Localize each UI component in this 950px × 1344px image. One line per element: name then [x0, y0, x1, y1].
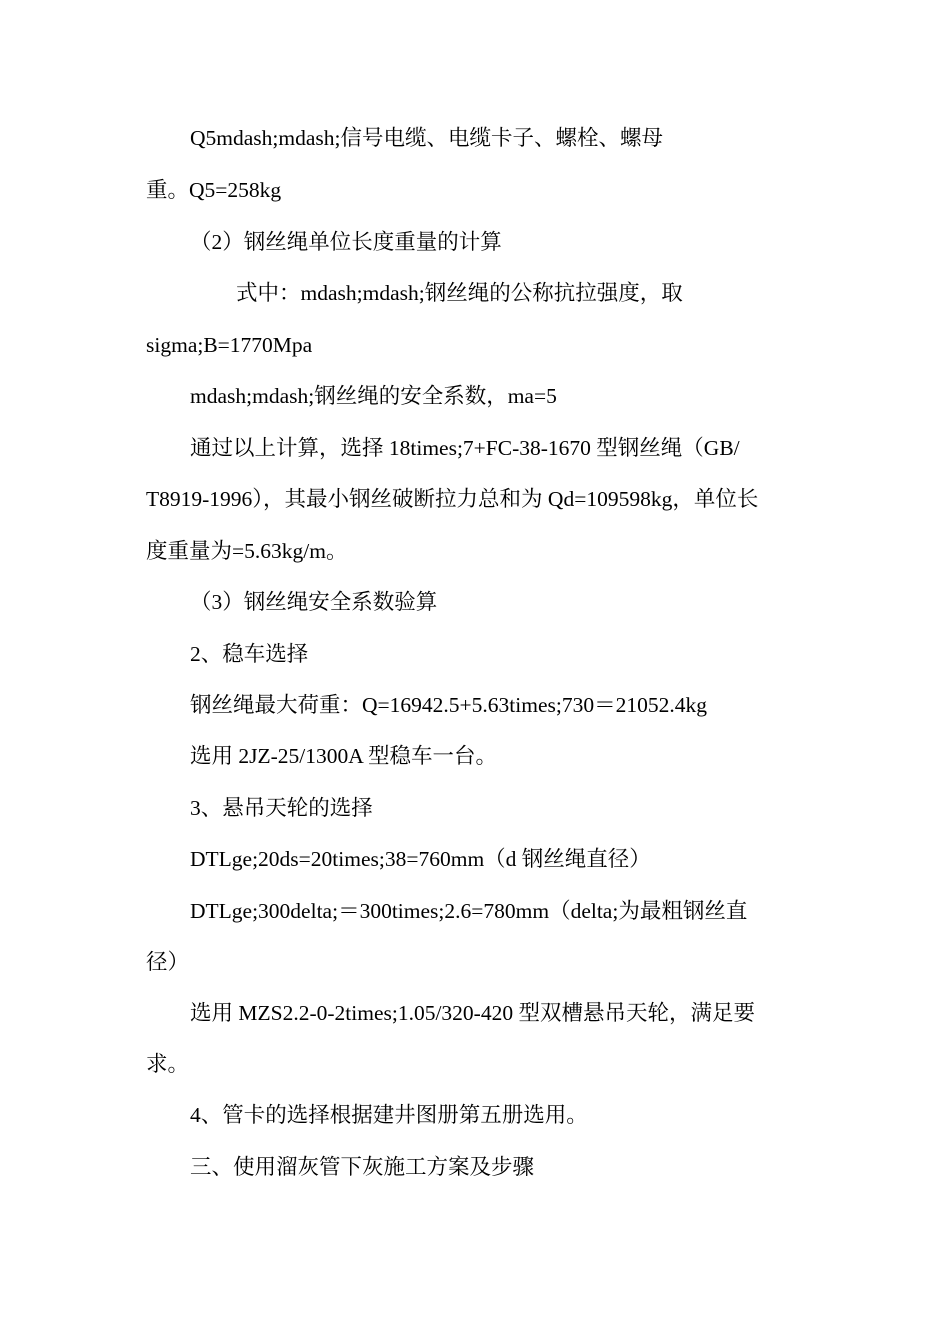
- text-line-1: Q5mdash;mdash;信号电缆、电缆卡子、螺栓、螺母: [190, 126, 663, 150]
- text-line-11: 2、稳车选择: [190, 642, 309, 666]
- text-line-7: 通过以上计算，选择 18times;7+FC-38-1670 型钢丝绳（GB/: [190, 436, 740, 460]
- text-line-16: DTLge;300delta;＝300times;2.6=780mm（delta;为最粗钢丝直: [190, 899, 748, 923]
- text-line-3: （2）钢丝绳单位长度重量的计算: [190, 230, 502, 254]
- text-line-9: 度重量为=5.63kg/m。: [146, 539, 348, 563]
- text-line-5: sigma;B=1770Mpa: [146, 333, 313, 357]
- text-line-19: 求。: [146, 1052, 190, 1076]
- text-line-18: 选用 MZS2.2-0-2times;1.05/320-420 型双槽悬吊天轮，满足要: [190, 1001, 755, 1025]
- text-line-6: mdash;mdash;钢丝绳的安全系数，ma=5: [190, 384, 557, 408]
- text-line-20: 4、管卡的选择根据建井图册第五册选用。: [190, 1103, 588, 1127]
- text-line-10: （3）钢丝绳安全系数验算: [190, 590, 438, 614]
- text-line-21: 三、使用溜灰管下灰施工方案及步骤: [190, 1155, 535, 1179]
- text-line-2: 重。Q5=258kg: [146, 178, 282, 202]
- text-line-8: T8919-1996），其最小钢丝破断拉力总和为 Qd=109598kg，单位长: [146, 487, 759, 511]
- text-line-14: 3、悬吊天轮的选择: [190, 796, 373, 820]
- text-line-17: 径）: [146, 950, 190, 974]
- text-line-15: DTLge;20ds=20times;38=760mm（d 钢丝绳直径）: [190, 847, 651, 871]
- text-line-13: 选用 2JZ-25/1300A 型稳车一台。: [190, 744, 497, 768]
- text-line-4: 式中：mdash;mdash;钢丝绳的公称抗拉强度，取: [236, 281, 683, 305]
- text-line-12: 钢丝绳最大荷重：Q=16942.5+5.63times;730＝21052.4kg: [190, 693, 707, 717]
